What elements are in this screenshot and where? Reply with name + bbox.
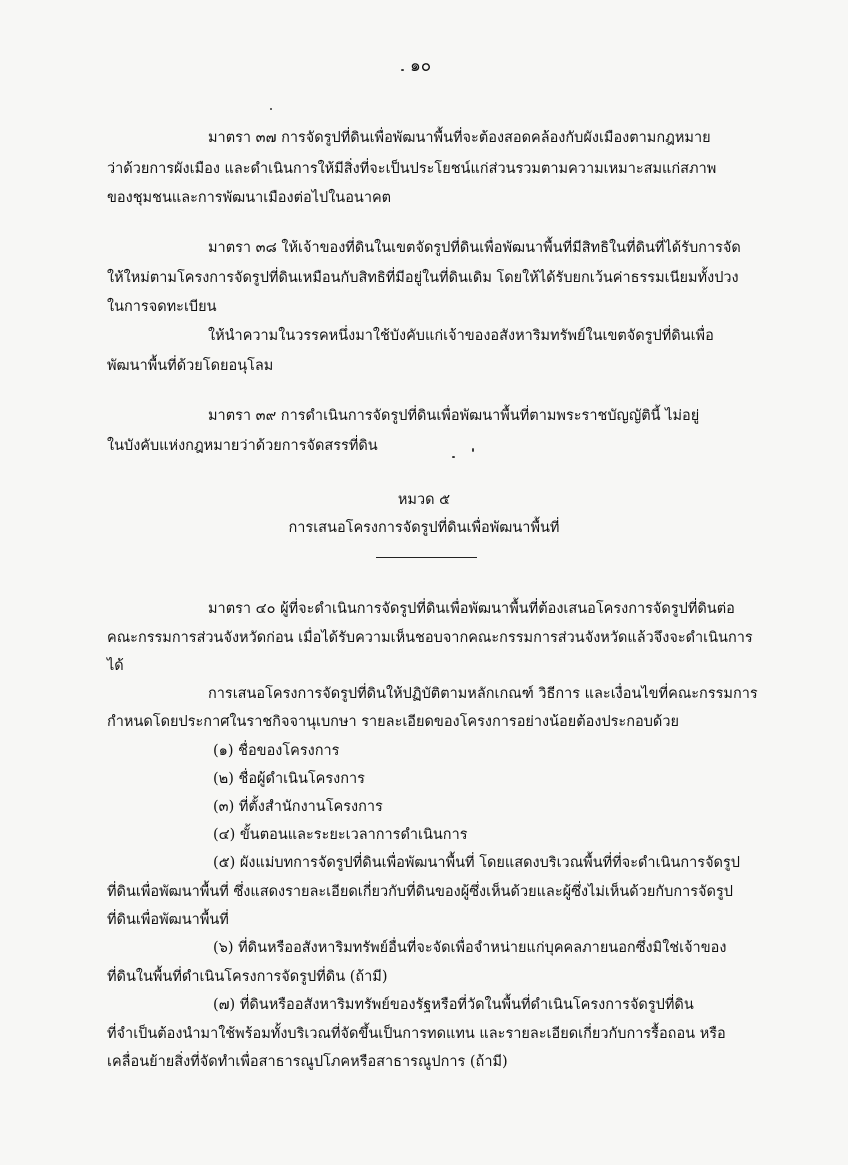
- section-38-para2-line-1: ให้นำความในวรรคหนึ่งมาใช้บังคับแก่เจ้าของอสังหาริมทรัพย์ในเขตจัดรูปที่ดินเพื่อ: [208, 328, 714, 344]
- list-item-7-line-3: เคลื่อนย้ายสิ่งที่จัดทำเพื่อสาธารณูปโภคหรือสาธารณูปการ (ถ้ามี): [107, 1054, 508, 1070]
- list-item-6-line-2: ที่ดินในพื้นที่ดำเนินโครงการจัดรูปที่ดิน (ถ้ามี): [107, 969, 388, 985]
- list-item-5-line-2: ที่ดินเพื่อพัฒนาพื้นที่ ซึ่งแสดงรายละเอียดเกี่ยวกับที่ดินของผู้ซึ่งเห็นด้วยและผู้ซึ่งไม่เห็นด้วยกับการจัดรูป: [107, 884, 733, 900]
- section-38-line-3: ในการจดทะเบียน: [107, 299, 217, 315]
- section-39-line-2: ในบังคับแห่งกฎหมายว่าด้วยการจัดสรรที่ดิน: [107, 438, 378, 454]
- scan-speck: [401, 69, 404, 71]
- list-item-7-line-1: (๗) ที่ดินหรืออสังหาริมทรัพย์ของรัฐหรือที่วัดในพื้นที่ดำเนินโครงการจัดรูปที่ดิน: [213, 997, 694, 1013]
- section-40-para2-line-2: กำหนดโดยประกาศในราชกิจจานุเบกษา รายละเอียดของโครงการอย่างน้อยต้องประกอบด้วย: [107, 714, 679, 730]
- list-item-4: (๔) ขั้นตอนและระยะเวลาการดำเนินการ: [213, 827, 468, 843]
- page-number: ๑๐: [410, 56, 432, 76]
- section-40-para2-line-1: การเสนอโครงการจัดรูปที่ดินให้ปฏิบัติตามหลักเกณฑ์ วิธีการ และเงื่อนไขที่คณะกรรมการ: [208, 686, 758, 702]
- scan-speck: [270, 108, 272, 110]
- section-37-line-1: มาตรา ๓๗ การจัดรูปที่ดินเพื่อพัฒนาพื้นที่จะต้องสอดคล้องกับผังเมืองตามกฎหมาย: [208, 130, 711, 146]
- list-item-2: (๒) ชื่อผู้ดำเนินโครงการ: [213, 771, 365, 787]
- list-item-5-line-1: (๕) ผังแม่บทการจัดรูปที่ดินเพื่อพัฒนาพื้นที่ โดยแสดงบริเวณพื้นที่ที่จะดำเนินการจัดรูป: [213, 855, 740, 871]
- list-item-1: (๑) ชื่อของโครงการ: [213, 743, 340, 759]
- list-item-7-line-2: ที่จำเป็นต้องนำมาใช้พร้อมทั้งบริเวณที่จัดขึ้นเป็นการทดแทน และรายละเอียดเกี่ยวกับการรื้อถอน หรือ: [107, 1026, 726, 1042]
- list-item-3: (๓) ที่ตั้งสำนักงานโครงการ: [213, 799, 383, 815]
- section-38-para2-line-2: พัฒนาพื้นที่ด้วยโดยอนุโลม: [107, 358, 274, 374]
- list-item-5-line-3: ที่ดินเพื่อพัฒนาพื้นที่: [107, 912, 229, 928]
- section-38-line-1: มาตรา ๓๘ ให้เจ้าของที่ดินในเขตจัดรูปที่ดินเพื่อพัฒนาพื้นที่มีสิทธิในที่ดินที่ได้รับการจัด: [208, 240, 741, 256]
- section-40-line-1: มาตรา ๔๐ ผู้ที่จะดำเนินการจัดรูปที่ดินเพื่อพัฒนาพื้นที่ต้องเสนอโครงการจัดรูปที่ดินต่อ: [208, 601, 735, 617]
- list-item-6-line-1: (๖) ที่ดินหรืออสังหาริมทรัพย์อื่นที่จะจัดเพื่อจำหน่ายแก่บุคคลภายนอกซึ่งมิใช่เจ้าของ: [213, 940, 727, 956]
- section-40-line-2: คณะกรรมการส่วนจังหวัดก่อน เมื่อได้รับความเห็นชอบจากคณะกรรมการส่วนจังหวัดแล้วจึงจะดำเนินการ: [107, 630, 753, 646]
- section-38-line-2: ให้ใหม่ตามโครงการจัดรูปที่ดินเหมือนกับสิทธิที่มีอยู่ในที่ดินเดิม โดยให้ได้รับยกเว้นค่าธรรมเนียมทั้งปวง: [107, 270, 739, 286]
- section-37-line-3: ของชุมชนและการพัฒนาเมืองต่อไปในอนาคต: [107, 190, 392, 206]
- chapter-divider: [376, 557, 477, 558]
- chapter-title: การเสนอโครงการจัดรูปที่ดินเพื่อพัฒนาพื้นที่: [288, 520, 560, 536]
- scan-speck: [452, 456, 455, 458]
- section-37-line-2: ว่าด้วยการผังเมือง และดำเนินการให้มีสิ่งที่จะเป็นประโยชน์แก่ส่วนรวมตามความเหมาะสมแก่สภาพ: [107, 161, 717, 177]
- chapter-number: หมวด ๕: [397, 492, 451, 508]
- section-40-line-3: ได้: [107, 658, 124, 674]
- section-39-line-1: มาตรา ๓๙ การดำเนินการจัดรูปที่ดินเพื่อพัฒนาพื้นที่ตามพระราชบัญญัตินี้ ไม่อยู่: [208, 408, 700, 424]
- scan-speck: [472, 448, 474, 452]
